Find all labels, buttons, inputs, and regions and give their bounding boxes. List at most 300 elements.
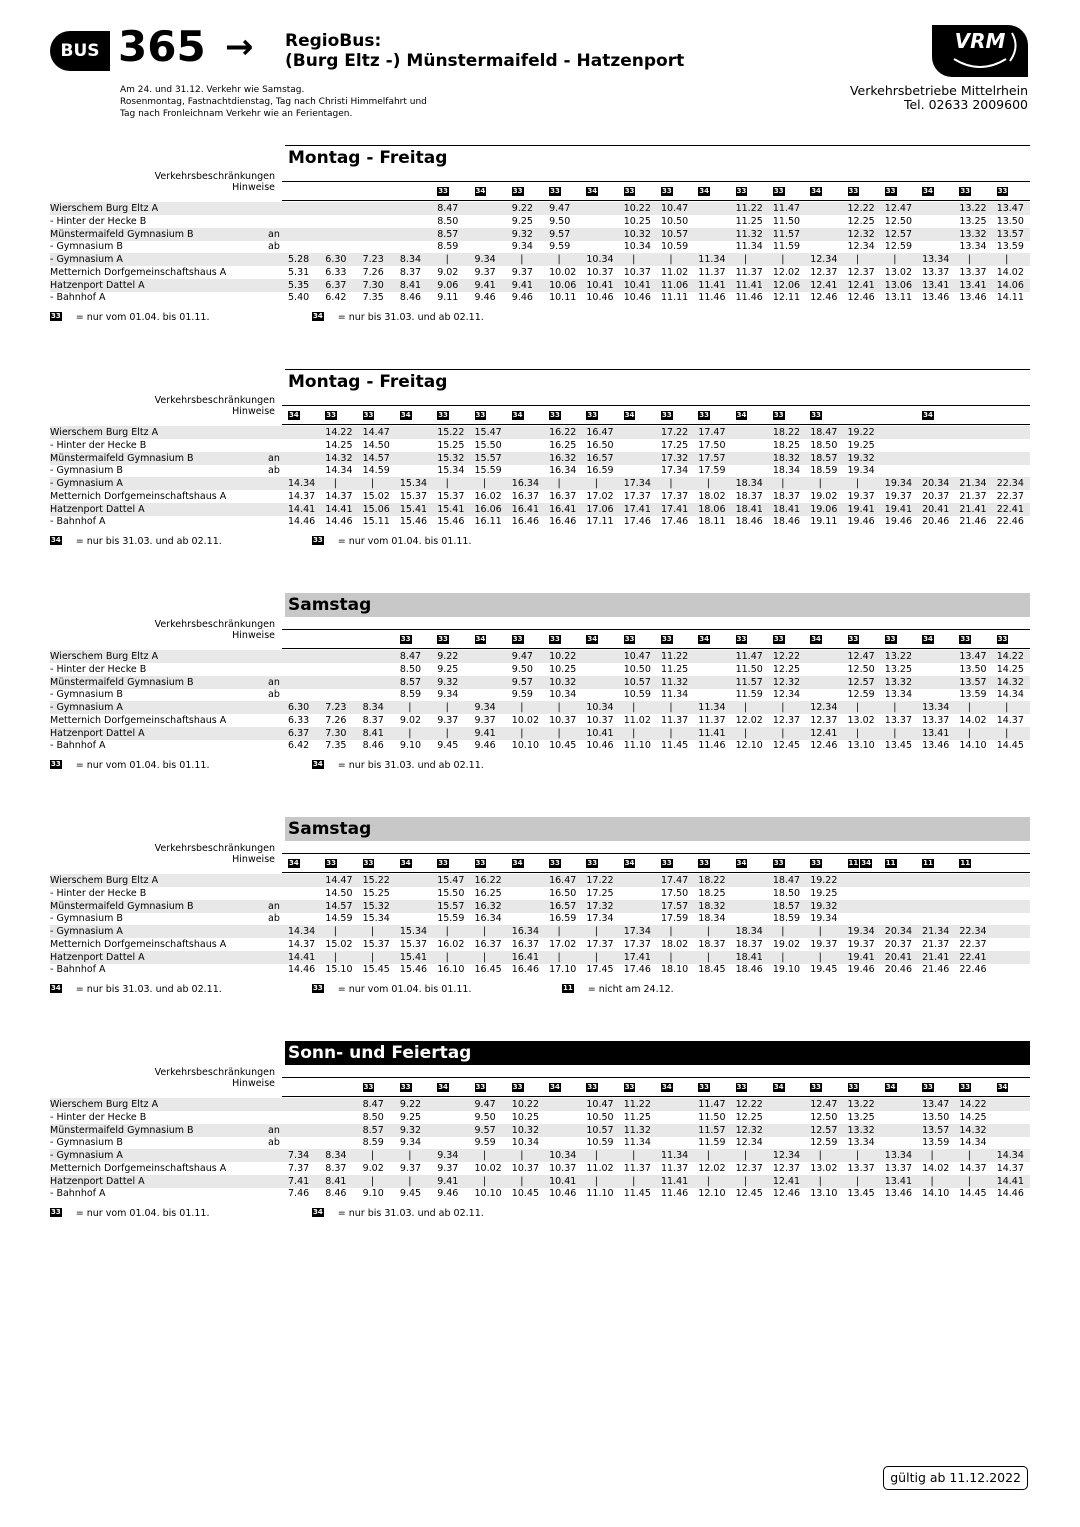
- header-rule: [282, 405, 1030, 406]
- departure-marker: ab: [268, 1137, 280, 1149]
- departure-time: 18.32: [698, 900, 726, 912]
- restriction-code-badge: 33: [51, 312, 61, 320]
- departure-time: 13.59: [959, 689, 987, 701]
- restriction-code-cell: [885, 187, 898, 198]
- stop-name: Münstermaifeld Gymnasium B: [50, 1124, 194, 1136]
- departure-time: 20.34: [884, 926, 912, 937]
- departure-time: 16.57: [586, 452, 614, 464]
- departure-time: 5.35: [288, 279, 310, 291]
- restriction-code-badge: 34: [289, 859, 299, 867]
- departure-time: 19.10: [772, 964, 801, 976]
- timetable-row: [50, 887, 1030, 900]
- note-line: Rosenmontag, Fastnachtdienstag, Tag nach Christi Himmelfahrt und: [120, 97, 427, 107]
- departure-time: 14.37: [996, 714, 1024, 726]
- restriction-code-badge: 34: [861, 859, 871, 867]
- departure-time: 9.10: [399, 740, 422, 752]
- departure-time: 17.47: [698, 427, 726, 438]
- header-rule: [282, 872, 1030, 873]
- departure-time: 9.02: [437, 266, 459, 278]
- departure-time: 17.10: [549, 964, 577, 976]
- stop-name: - Bahnhof A: [50, 292, 106, 304]
- restriction-code-badge: 34: [51, 984, 61, 992]
- restriction-code-badge: 33: [438, 635, 448, 643]
- timetable-row: [50, 650, 1030, 663]
- departure-time: 10.10: [511, 740, 539, 752]
- departure-time: 11.37: [661, 1162, 689, 1174]
- pass-through-marker: |: [408, 702, 412, 713]
- departure-time: 18.50: [810, 439, 838, 451]
- restriction-code-cell: [437, 635, 450, 646]
- departure-time: 10.22: [549, 651, 577, 662]
- restriction-code-badge: 33: [848, 1083, 859, 1091]
- stop-name: - Gymnasium B: [50, 241, 123, 253]
- restriction-code-badge: 33: [313, 536, 323, 544]
- restriction-code-badge: 33: [811, 1083, 821, 1091]
- pass-through-marker: |: [818, 478, 822, 489]
- restriction-code-cell: [848, 187, 861, 198]
- restriction-code-cell: [997, 1083, 1010, 1094]
- pass-through-marker: |: [818, 1175, 822, 1187]
- departure-time: 13.02: [884, 266, 912, 278]
- restriction-code-cell: [922, 411, 935, 422]
- timetable-row: [50, 426, 1030, 439]
- departure-time: 18.02: [698, 490, 726, 502]
- departure-time: 11.02: [623, 714, 651, 726]
- departure-time: 13.34: [959, 241, 987, 253]
- departure-time: 7.34: [288, 1150, 310, 1161]
- departure-time: 19.22: [810, 875, 838, 886]
- pass-through-marker: |: [333, 951, 337, 963]
- departure-time: 6.33: [325, 266, 347, 278]
- restriction-code-badge: 33: [811, 859, 821, 867]
- departure-time: 12.10: [735, 740, 763, 752]
- departure-time: 13.50: [922, 1111, 950, 1123]
- restriction-code-badge: 33: [773, 187, 784, 195]
- restriction-code-badge: 33: [475, 1083, 486, 1091]
- pass-through-marker: |: [967, 1175, 971, 1187]
- departure-time: 10.59: [623, 689, 651, 701]
- restriction-code-badge: 33: [326, 411, 337, 419]
- timetable-row: [50, 701, 1030, 714]
- timetable-row: [50, 925, 1030, 938]
- departure-time: 20.37: [922, 490, 950, 502]
- legend-item: [50, 536, 222, 548]
- departure-time: 11.37: [698, 266, 726, 278]
- restriction-legend: [50, 984, 1030, 998]
- departure-time: 9.02: [362, 1162, 384, 1174]
- departure-time: 9.47: [549, 203, 571, 214]
- departure-time: 13.32: [959, 228, 987, 240]
- restriction-code-badge: 33: [313, 984, 323, 992]
- departure-time: 11.34: [698, 702, 726, 713]
- departure-time: 9.22: [437, 651, 459, 662]
- timetable-row: [50, 464, 1030, 477]
- pass-through-marker: |: [482, 951, 487, 963]
- pass-through-marker: |: [520, 702, 524, 713]
- restriction-code-cell: [437, 1083, 450, 1094]
- departure-time: 12.25: [772, 663, 801, 675]
- departure-time: 11.10: [623, 740, 651, 752]
- section-title-bar: [285, 145, 1030, 170]
- departure-time: 15.37: [362, 938, 390, 950]
- departure-time: 8.47: [362, 1099, 384, 1110]
- pass-through-marker: |: [1005, 727, 1009, 739]
- departure-time: 13.22: [959, 203, 987, 214]
- departure-time: 15.34: [437, 465, 465, 477]
- restriction-code-cell: [586, 859, 599, 870]
- route-title: [285, 31, 684, 71]
- pass-through-marker: |: [632, 1175, 636, 1187]
- departure-time: 12.34: [735, 1137, 763, 1149]
- restriction-code-cell: [363, 411, 376, 422]
- departure-time: 15.41: [437, 503, 465, 515]
- departure-time: 19.34: [810, 913, 838, 925]
- departure-time: 11.02: [586, 1162, 614, 1174]
- departure-time: 16.34: [474, 913, 502, 925]
- restriction-code-cell: [325, 411, 338, 422]
- departure-time: 8.41: [362, 727, 384, 739]
- restriction-code-badge: 34: [773, 1083, 784, 1091]
- departure-time: 18.37: [698, 938, 726, 950]
- restriction-code-badge: 33: [662, 859, 672, 867]
- restriction-code-badge: 34: [997, 1083, 1008, 1091]
- departure-time: 19.37: [847, 938, 875, 950]
- restrictions-label: Verkehrsbeschränkungen: [154, 619, 275, 630]
- departure-time: 11.46: [698, 740, 726, 752]
- departure-time: 16.41: [511, 951, 539, 963]
- timetable-row: [50, 951, 1030, 964]
- departure-time: 18.50: [772, 887, 801, 899]
- departure-time: 15.46: [437, 516, 465, 528]
- header-rule: [282, 648, 1030, 649]
- restriction-code-badge: 34: [736, 411, 747, 419]
- timetable-row: [50, 228, 1030, 241]
- section-title: Montag - Freitag: [288, 148, 448, 168]
- hints-label: Hinweise: [232, 630, 275, 641]
- departure-time: 11.57: [772, 228, 801, 240]
- stop-name: Münstermaifeld Gymnasium B: [50, 900, 194, 912]
- page-header: [50, 22, 1030, 85]
- departure-time: 9.22: [511, 203, 533, 214]
- departure-time: 13.37: [884, 714, 912, 726]
- departure-time: 13.34: [922, 254, 950, 265]
- departure-time: 12.34: [847, 241, 875, 253]
- restriction-code-badge: 34: [313, 312, 323, 320]
- pass-through-marker: |: [706, 951, 710, 963]
- departure-time: 9.37: [474, 266, 496, 278]
- stop-name: - Gymnasium B: [50, 913, 123, 925]
- pass-through-marker: |: [520, 1150, 524, 1161]
- pass-through-marker: |: [445, 926, 449, 937]
- departure-time: 7.26: [362, 266, 384, 278]
- departure-time: 11.46: [735, 292, 763, 304]
- restriction-code-cell: [512, 1083, 525, 1094]
- departure-time: 9.34: [399, 1137, 422, 1149]
- departure-time: 13.22: [847, 1099, 875, 1110]
- departure-time: 16.34: [549, 465, 577, 477]
- departure-time: 12.59: [884, 241, 912, 253]
- restriction-code-badge: 11: [960, 859, 971, 867]
- departure-time: 9.57: [549, 228, 571, 240]
- company-phone: Tel. 02633 2009600: [903, 97, 1028, 112]
- departure-time: 10.37: [623, 266, 651, 278]
- restriction-code-badge: 33: [363, 1083, 374, 1091]
- restriction-code-cell: [885, 859, 898, 870]
- departure-time: 14.47: [362, 427, 390, 438]
- departure-time: 11.59: [698, 1137, 726, 1149]
- restriction-code-cell: [288, 411, 301, 422]
- restriction-legend: [50, 760, 1030, 774]
- restriction-code-badge: 34: [475, 635, 486, 643]
- pass-through-marker: |: [818, 951, 822, 963]
- restriction-legend: [50, 312, 1030, 326]
- restriction-code-badge: 33: [512, 635, 523, 643]
- departure-time: 12.45: [772, 740, 801, 752]
- departure-time: 14.41: [325, 503, 353, 515]
- stop-name: - Bahnhof A: [50, 1188, 106, 1200]
- departure-time: 18.41: [735, 951, 763, 963]
- pass-through-marker: |: [632, 727, 636, 739]
- pass-through-marker: |: [594, 478, 598, 489]
- departure-time: 17.37: [661, 490, 689, 502]
- restriction-code-cell: [624, 859, 637, 870]
- section-title: Sonn- und Feiertag: [288, 1043, 472, 1063]
- departure-time: 17.46: [623, 964, 651, 976]
- departure-time: 14.46: [288, 516, 316, 528]
- departure-time: 13.50: [959, 663, 987, 675]
- departure-time: 7.30: [362, 279, 384, 291]
- departure-time: 18.47: [772, 875, 801, 886]
- departure-time: 19.34: [884, 478, 912, 489]
- departure-time: 17.32: [586, 900, 614, 912]
- restriction-code-cell: [773, 187, 786, 198]
- restriction-code-badge: 33: [512, 187, 523, 195]
- departure-time: 15.02: [362, 490, 390, 502]
- departure-time: 10.11: [549, 292, 577, 304]
- timetable-row: [50, 477, 1030, 490]
- departure-time: 14.41: [288, 951, 316, 963]
- pass-through-marker: |: [818, 926, 822, 937]
- departure-time: 13.37: [922, 266, 950, 278]
- legend-item: [312, 536, 472, 548]
- restriction-code-cell: [624, 635, 637, 646]
- logo-text: VRM: [954, 29, 1006, 53]
- departure-time: 14.34: [959, 1137, 987, 1149]
- departure-time: 10.57: [586, 1124, 614, 1136]
- departure-time: 16.46: [511, 964, 539, 976]
- departure-time: 14.50: [325, 887, 353, 899]
- departure-time: 12.47: [884, 203, 912, 214]
- departure-time: 14.57: [362, 452, 390, 464]
- departure-time: 10.46: [549, 1188, 577, 1200]
- restriction-code-cell: [736, 187, 749, 198]
- departure-time: 14.22: [996, 651, 1024, 662]
- section-title-bar: [285, 817, 1030, 841]
- departure-time: 10.10: [474, 1188, 502, 1200]
- timetable-row: [50, 1175, 1030, 1188]
- restriction-code-badge: 33: [848, 635, 859, 643]
- timetable-section: [50, 369, 1030, 569]
- timetable-row: [50, 452, 1030, 465]
- departure-time: 18.45: [698, 964, 726, 976]
- timetable-row: [50, 1098, 1030, 1111]
- stop-name: - Bahnhof A: [50, 516, 106, 528]
- restriction-code-badge: 34: [400, 411, 411, 419]
- legend-text: = nur vom 01.04. bis 01.11.: [75, 760, 210, 771]
- departure-time: 18.37: [735, 938, 763, 950]
- departure-time: 20.37: [884, 938, 912, 950]
- pass-through-marker: |: [370, 1150, 375, 1161]
- departure-time: 8.46: [325, 1188, 347, 1200]
- pass-through-marker: |: [781, 702, 785, 713]
- departure-time: 10.59: [586, 1137, 614, 1149]
- departure-time: 19.37: [884, 490, 912, 502]
- departure-time: 20.41: [922, 503, 950, 515]
- departure-time: 19.46: [847, 516, 875, 528]
- departure-time: 8.34: [362, 702, 384, 713]
- departure-time: 18.37: [735, 490, 763, 502]
- departure-time: 11.34: [661, 689, 689, 701]
- restriction-code-badge: 34: [624, 859, 635, 867]
- restriction-code-badge: 33: [51, 1208, 61, 1216]
- stop-name: - Gymnasium B: [50, 1137, 123, 1149]
- departure-time: 10.22: [623, 203, 651, 214]
- stop-name: - Gymnasium A: [50, 926, 123, 937]
- departure-time: 12.50: [847, 663, 875, 675]
- departure-time: 10.37: [586, 714, 614, 726]
- departure-time: 14.47: [325, 875, 353, 886]
- restriction-code-badge: 34: [624, 411, 635, 419]
- header-rule: [282, 200, 1030, 201]
- header-rule: [282, 629, 1030, 630]
- stop-name: - Hinter der Hecke B: [50, 887, 147, 899]
- departure-time: 11.10: [586, 1188, 614, 1200]
- departure-time: 8.47: [437, 203, 459, 214]
- restriction-code-badge: 34: [811, 187, 821, 195]
- departure-time: 16.46: [511, 516, 539, 528]
- restriction-code-badge: 33: [624, 1083, 635, 1091]
- departure-time: 15.37: [399, 490, 428, 502]
- departure-time: 9.45: [437, 740, 459, 752]
- pass-through-marker: |: [370, 951, 375, 963]
- departure-time: 17.34: [586, 913, 614, 925]
- departure-time: 9.46: [474, 740, 496, 752]
- stop-name: - Gymnasium B: [50, 465, 123, 477]
- departure-time: 10.02: [474, 1162, 502, 1174]
- pass-through-marker: |: [445, 702, 449, 713]
- departure-time: 13.02: [810, 1162, 838, 1174]
- pass-through-marker: |: [930, 1150, 934, 1161]
- departure-time: 11.41: [698, 727, 726, 739]
- departure-time: 17.41: [623, 951, 651, 963]
- departure-time: 7.46: [288, 1188, 310, 1200]
- departure-time: 6.33: [288, 714, 310, 726]
- restriction-code-badge: 33: [400, 1083, 411, 1091]
- departure-time: 17.46: [661, 516, 689, 528]
- restriction-code-cell: [661, 411, 674, 422]
- departure-time: 9.32: [437, 676, 459, 688]
- restriction-code-cell: [363, 859, 376, 870]
- restriction-code-badge: 33: [662, 635, 672, 643]
- departure-time: 11.22: [623, 1099, 651, 1110]
- restriction-code-badge: 33: [997, 187, 1008, 195]
- departure-time: 17.02: [549, 938, 577, 950]
- departure-time: 11.34: [735, 241, 763, 253]
- departure-time: 14.02: [996, 266, 1024, 278]
- pass-through-marker: |: [557, 951, 561, 963]
- departure-time: 13.45: [847, 1188, 875, 1200]
- departure-time: 19.11: [810, 516, 838, 528]
- section-title-bar: [285, 369, 1030, 394]
- departure-time: 8.57: [437, 228, 459, 240]
- restriction-code-cell: [549, 187, 562, 198]
- departure-time: 15.25: [437, 439, 465, 451]
- restriction-code-cell: [736, 635, 749, 646]
- pass-through-marker: |: [445, 727, 449, 739]
- departure-time: 11.37: [623, 1162, 651, 1174]
- departure-time: 8.37: [399, 266, 422, 278]
- departure-time: 11.50: [698, 1111, 726, 1123]
- departure-time: 11.32: [661, 676, 689, 688]
- departure-time: 5.28: [288, 254, 310, 265]
- departure-time: 14.22: [959, 1099, 987, 1110]
- restriction-code-cell: [549, 1083, 562, 1094]
- departure-time: 14.57: [325, 900, 353, 912]
- departure-time: 13.06: [884, 279, 912, 291]
- legend-item: [312, 760, 484, 772]
- departure-time: 22.41: [996, 503, 1024, 515]
- departure-time: 11.59: [735, 689, 763, 701]
- departure-time: 18.41: [735, 503, 763, 515]
- departure-time: 12.37: [772, 714, 801, 726]
- departure-time: 9.46: [511, 292, 533, 304]
- departure-time: 10.50: [661, 215, 689, 227]
- departure-time: 14.46: [996, 1188, 1024, 1200]
- departure-time: 17.45: [586, 964, 614, 976]
- restriction-code-badge: 33: [326, 859, 337, 867]
- departure-time: 10.32: [549, 676, 577, 688]
- legend-text: = nur bis 31.03. und ab 02.11.: [75, 984, 222, 995]
- departure-time: 14.06: [996, 279, 1024, 291]
- departure-time: 11.11: [661, 292, 689, 304]
- departure-time: 22.34: [996, 478, 1024, 489]
- restriction-code-badge: 11: [885, 859, 896, 867]
- restriction-code-cell: [661, 1083, 674, 1094]
- departure-time: 13.34: [922, 702, 950, 713]
- pass-through-marker: |: [445, 254, 449, 265]
- departure-time: 17.57: [661, 900, 689, 912]
- departure-time: 15.37: [437, 490, 465, 502]
- departure-time: 10.34: [586, 702, 614, 713]
- pass-through-marker: |: [370, 478, 375, 489]
- restriction-code-cell: [512, 859, 525, 870]
- legend-item: [312, 1208, 484, 1220]
- departure-time: 9.59: [549, 241, 571, 253]
- departure-time: 15.41: [399, 951, 428, 963]
- restriction-code-cell: [997, 635, 1010, 646]
- departure-time: 9.59: [474, 1137, 496, 1149]
- restriction-code-badge: 33: [885, 635, 896, 643]
- stop-name: - Gymnasium A: [50, 702, 123, 713]
- pass-through-marker: |: [445, 478, 449, 489]
- departure-time: 14.34: [996, 1150, 1024, 1161]
- restriction-code-badge: 34: [885, 1083, 896, 1091]
- departure-time: 7.26: [325, 714, 347, 726]
- restriction-code-badge: 33: [923, 1083, 933, 1091]
- company-name: Verkehrsbetriebe Mittelrhein: [849, 83, 1028, 98]
- departure-time: 19.41: [847, 951, 875, 963]
- note-line: Tag nach Fronleichnam Verkehr wie an Ferientagen.: [120, 109, 353, 119]
